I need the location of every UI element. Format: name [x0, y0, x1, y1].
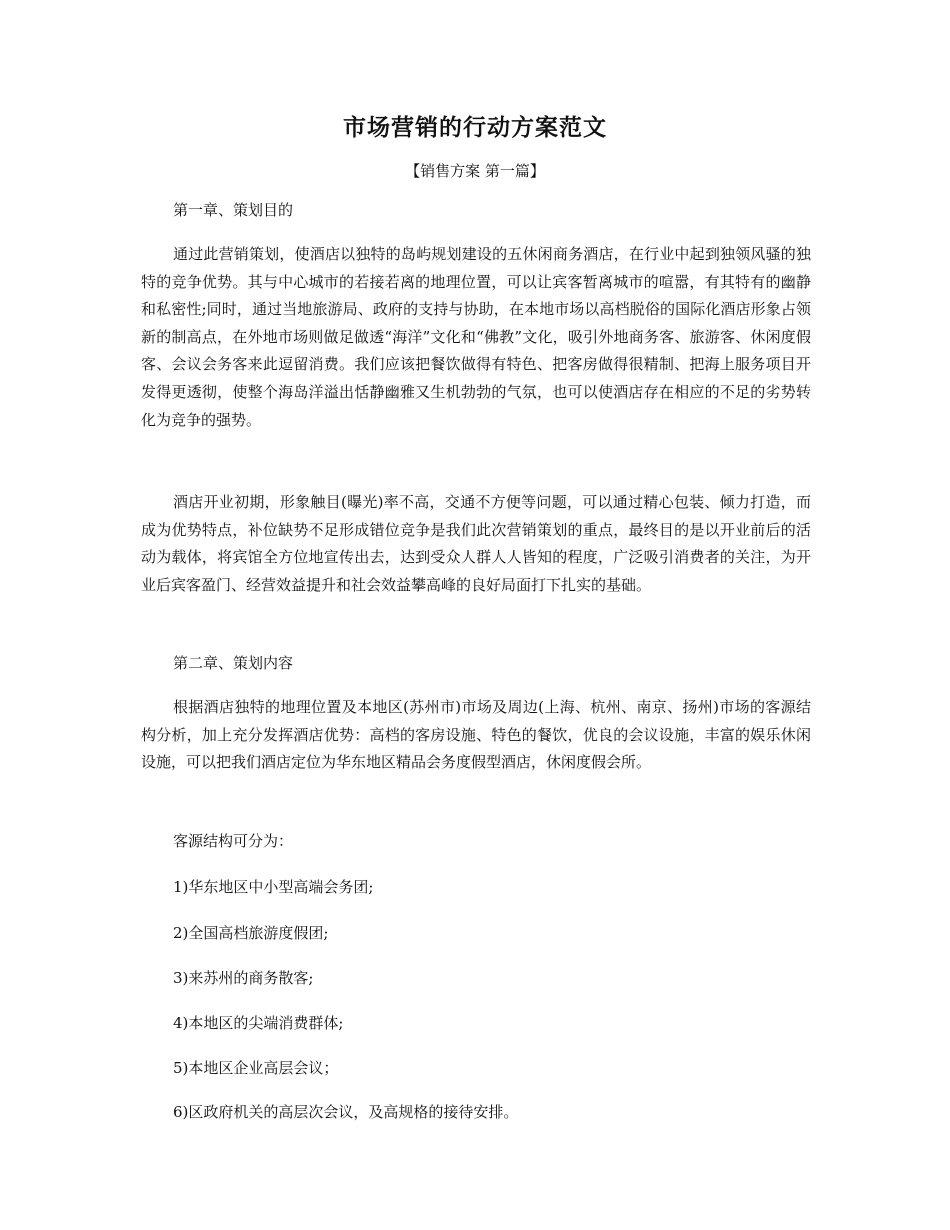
document-title: 市场营销的行动方案范文 — [343, 114, 607, 141]
list-item: 1)华东地区中小型高端会务团; — [173, 878, 374, 896]
paragraph-1: 通过此营销策划，使酒店以独特的岛屿规划建设的五休闲商务酒店，在行业中起到独领风骚的独特的竞争优势。其与中心城市的若接若离的地理位置，可以让宾客暂离城市的喧嚣，有其特有的幽静和私密性;同时，通过当地旅游局、政府的支持与协助，在本地市场以高档脱俗的国际化酒店形象占领新的制高点，在外地市场则做足做透“海洋”文化和“佛教”文化，吸引外地商务客、旅游客、休闲度假客、会议会务客来此逗留消费。我们应该把餐饮做得有特色、把客房做得很精制、把海上服务项目开发得更透彻，使整个海岛洋溢出恬静幽雅又生机勃勃的气氛，也可以使酒店存在相应的不足的劣势转化为竞争的强势。 — [141, 245, 811, 429]
list-item: 4)本地区的尖端消费群体; — [173, 1014, 344, 1032]
paragraph-2: 酒店开业初期，形象触目(曝光)率不高，交通不方便等问题，可以通过精心包装、倾力打造，而成为优势特点，补位缺势不足形成错位竞争是我们此次营销策划的重点，最终目的是以开业前后的活动为载体，将宾馆全方位地宣传出去，达到受众人群人人皆知的程度，广泛吸引消费者的关注，为开业后宾客盈门、经营效益提升和社会效益攀高峰的良好局面打下扎实的基础。 — [141, 493, 811, 594]
list-intro: 客源结构可分为： — [173, 832, 294, 850]
list-item: 5)本地区企业高层会议； — [173, 1059, 339, 1077]
list-item: 6)区政府机关的高层次会议，及高规格的接待安排。 — [173, 1103, 519, 1121]
chapter-2-heading: 第二章、策划内容 — [173, 654, 294, 672]
chapter-1-heading: 第一章、策划目的 — [173, 201, 294, 219]
document-subtitle: 【销售方案 第一篇】 — [405, 162, 545, 180]
list-item: 3)来苏州的商务散客; — [173, 969, 314, 987]
paragraph-3: 根据酒店独特的地理位置及本地区(苏州市)市场及周边(上海、杭州、南京、扬州)市场的客源结构分析，加上充分发挥酒店优势：高档的客房设施、特色的餐饮，优良的会议设施，丰富的娱乐休闲设施，可以把我们酒店定位为华东地区精品会务度假型酒店，休闲度假会所。 — [141, 698, 811, 772]
list-item: 2)全国高档旅游度假团; — [173, 924, 329, 942]
